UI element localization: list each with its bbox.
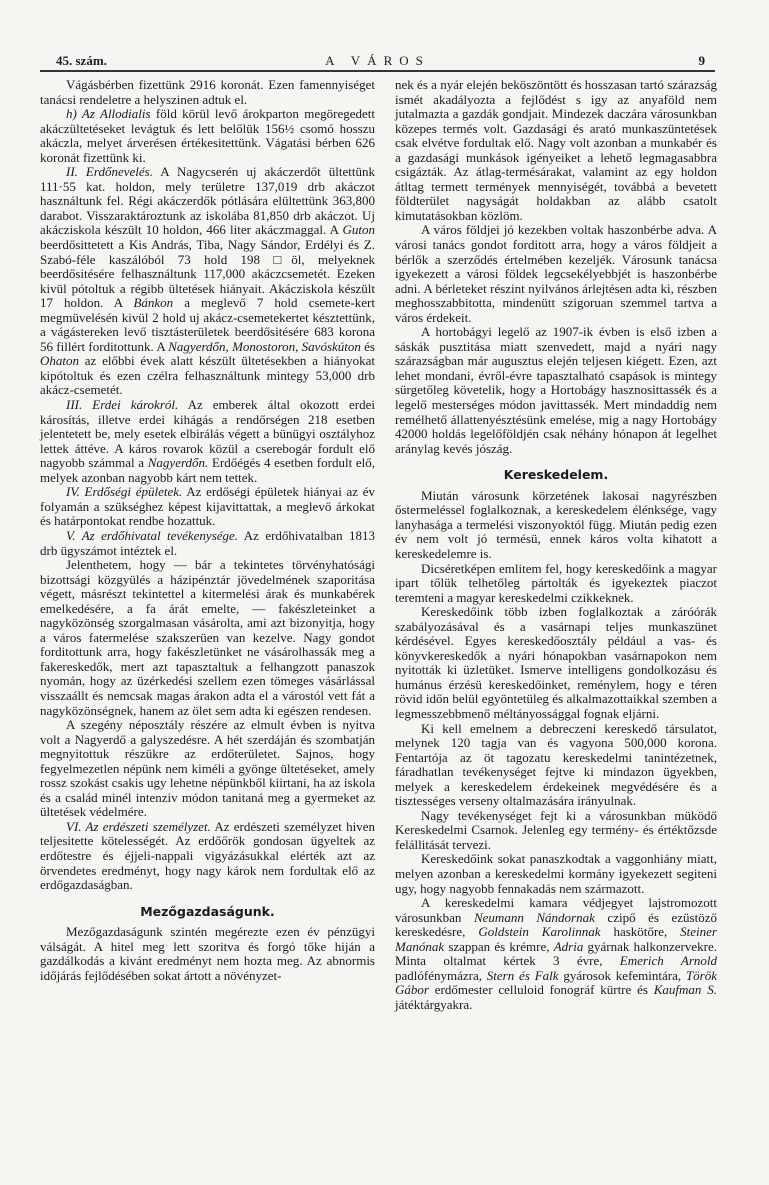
- paragraph: [40, 558, 375, 718]
- paragraph: [40, 107, 375, 165]
- paragraph: [395, 605, 717, 721]
- paragraph: [395, 852, 717, 896]
- text-run: Mezőgazdaságunk szintén megérezte ezen év pénzügyi válságát. A hitel meg lett szoritva és forgó tőke hiján a gazdálkodás a kivánt eredményt nem hozta meg. Az abnormis időjárás fejlődésében sokat ártott a növényzet-: [40, 924, 375, 983]
- paragraph: [40, 718, 375, 820]
- text-run: erdőmester celluloid fonográf kürtre és: [428, 982, 654, 998]
- italic-text: Steiner Manónak: [395, 924, 717, 954]
- text-run: A Nagycserén uj akáczerdőt ültettünk 111·55 kat. holdon, mely területre 137,019 drb akáczot használtunk fel. Régi akáczerdők pótlására elültettünk 363,800 darabot. Visszaraktároztunk az iskolába 81,850 drb akáczot. Uj akácziskola készült 10 holdon, 466 liter akáczmaggal. A: [40, 164, 375, 238]
- text-run: Jelenthetem, hogy — bár a tekintetes törvényhatósági bizottsági közgyülés a házipénztár jövedelmének szaporitása végett, másrészt tekintettel a kitermelési árak és munkabérek emelkedésére, a fa árát emelte, — fakészleteinket a nagyközönség szorgalmasan vásárolta, ami azt bizonyitja, hogy a város fatermelése szakszerüen van kezelve. Nagy gondot forditottunk arra, hogy fakészletünket ne vásárolhassák meg a fakereskedők, mert azt tapasztaltuk a felhangzott panaszok nyomán, hogy az üzérkedési szellem ezen tömeges vásárlással visszaállt és nemcsak magas árakon adta el a várostól vett fát a nagyközönségnek, hanem az ölet sem adta ki egészen rendesen.: [40, 557, 375, 718]
- italic-text: III. Erdei károkról.: [66, 397, 179, 413]
- newspaper-title: A VÁROS: [325, 53, 430, 68]
- text-run: Kereskedőink sokat panaszkodtak a vaggonhiány miatt, melyen azonban a kereskedelmi kormány igyekezett segiteni ugy, hogy nagyobb fennakadás nem származott.: [395, 851, 717, 896]
- paragraph: [40, 398, 375, 485]
- italic-text: Nagyerdőn.: [147, 455, 209, 471]
- text-run: Kereskedelem.: [503, 467, 609, 483]
- left-column: [40, 78, 375, 983]
- text-run: az előbbi évek alatt készült ültetésekben a hiányokat kipótoltuk és ezen czélra felhasználtunk mintegy 53,000 drb akácz-csemetét.: [40, 353, 375, 398]
- italic-text: Ohaton: [40, 353, 79, 369]
- section-heading: [40, 905, 375, 920]
- paragraph: [395, 78, 717, 223]
- italic-text: V. Az erdőhivatal tevékenysége.: [66, 527, 239, 543]
- paragraph: [395, 223, 717, 325]
- text-run: Nagy tevékenységet fejt ki a városunkban müködő Kereskedelmi Csarnok. Jelenleg egy termény- és értéktőzsde felállitását tervezi.: [395, 807, 717, 852]
- text-run: nek és a nyár elején beköszöntött és hosszasan tartó szárazság ismét akadályozta a fejlődést s igy az anyaföld nem jutalmazta a gazdák gondjait. Mindezek daczára városunkban közepes termés volt. Gazdasági és arató munkaszüntetések csak elvétve fordultak elő. Nagy volt azonban a munkabér és a gazdasági munkások igényeiket a lehető legmagasabbra csigázták. Az átlag-termésárakat, valamint az egy holdon átltag termett termények mennyiségét, továbbá a bevetett földterület nagyságát holdakban az alább csatolt kimutatásokban közlöm.: [395, 77, 717, 223]
- text-run: Az emberek által okozott erdei károsítás, illetve erdei kihágás a rendőrségen 218 esetben jelentetett be, mely esetek elbirálás végett a bünügyi osztályhoz lettek áttéve. A káros rovarok közül a cserebogár fordult elő nagyobb számmal a: [40, 397, 375, 471]
- text-run: A hortobágyi legelő az 1907-ik évben is első izben a sáskák pusztitása miatt szenvedett, majd a nyári nagy szárazságban már augusztus elején teljesen kiégett. Ezen, azt lehet mondani, évről-évre tapasztalható csapások is mintegy sürgetőleg követelik, hogy a Hortobágy hasznosittassék és a legelő mesterséges módon javittassék. Mert mindaddig nem remélhető állattenyésztésünk emelése, mig a nagy Hortobágy 42000 holdás legelőföldjén csak néhány hónapon át legelhet aránylag kevés jószág.: [395, 324, 717, 456]
- italic-text: Guton: [342, 222, 375, 238]
- paragraph: [395, 325, 717, 456]
- text-run: A kereskedelmi kamara védjegyet lajstromozott városunkban: [395, 895, 717, 925]
- italic-text: II. Erdőnevelés.: [66, 164, 153, 180]
- paragraph: [395, 722, 717, 809]
- text-run: és: [360, 338, 375, 354]
- italic-text: h) Az Allodialis: [66, 106, 151, 122]
- italic-text: Emerich Arnold: [619, 953, 717, 969]
- text-run: szappan és krémre,: [444, 938, 554, 954]
- italic-text: Neumann Nándornak: [473, 909, 595, 925]
- paragraph: [395, 896, 717, 1012]
- text-run: gyárosok kefemintára,: [558, 967, 686, 983]
- text-run: Dicséretképen emlitem fel, hogy kereskedőink a magyar ipart tőlük telhetőleg pártolták és igyekeztek piaczot teremteni a magyar kereskedelmi czikkeknek.: [395, 560, 717, 605]
- text-run: Az erdészeti személyzet hiven teljesitette kötelességét. Az erdőőrök gondosan ügyeltek az erdőtestre és éjjeli-nappali vigyázásukkal elérték azt az örvendetes eredményt, hogy nagy károk nem fordultak elő az erdőgazdaságban.: [40, 818, 375, 893]
- section-heading: [395, 468, 717, 483]
- italic-text: Goldstein Karolinnak: [478, 924, 601, 940]
- paragraph: [40, 529, 375, 558]
- right-column: [395, 78, 717, 1012]
- text-run: Az erdőségi épületek hiányai az év folyamán a szükséghez képest kijavittattak, a meglevő árkokat és határpontokat rendbe hozattuk.: [40, 484, 375, 529]
- text-run: Vágásbérben fizettünk 2916 koronát. Ezen famennyiséget tanácsi rendeletre a helyszinen adtuk el.: [40, 77, 375, 107]
- italic-text: VI. Az erdészeti személyzet.: [66, 818, 211, 834]
- text-run: A szegény néposztály részére az elmult évben is nyitva volt a Nagyerdő a galyszedésre. A hét szerdáján és szombatján megnyitottuk részükre az erdőterületet. Sajnos, hogy fegyelmezetlen népünk nem kiméli a gyönge ültetéseket, amely rossz szokást csakis ugy lehetne népünkből kiirtani, ha az iskola és a család minél intenziv módon tanitaná meg a gyermeket az ültetések védelmére.: [40, 717, 375, 820]
- paragraph: [40, 78, 375, 107]
- italic-text: Török Gábor: [395, 967, 717, 998]
- text-run: Miután városunk körzetének lakosai nagyrészben őstermeléssel foglalkoznak, a kereskedelem élénksége, vagy lanyhasága a termelési viszonyoktól függ. Miután pedig ezen év nem volt jó termésü, ennek káros volta kihatott a kereskedelemre is.: [395, 487, 717, 561]
- text-run: föld körül levő árokparton megöregedett akáczültetéseket levágtuk és lett belőlük 156½ csomó hosszu akáczla, melyet árverésen értékesitettünk. Vágatási bérben 626 koronát fizettünk ki.: [40, 106, 375, 165]
- text-run: Kereskedőink több izben foglalkoztak a záróórák szabályozásával és a vasárnapi teljes munkaszünet kérdésével. Egyes kereskedőosztály például a vas- és könyvkereskedők a nyári hónapokban vasárnapokon nem nyitották ki üzletüket. Ismerve intelligens gondolkozásu és humánus érzésü kereskedőinket, reménylem, hogy e téren rövid időn belül egyöntetüleg és alkalmazottaikkal szemben a legmesszebbmenő méltányossággal fognak eljárni.: [395, 604, 717, 721]
- paragraph: [395, 562, 717, 606]
- page-number: 9: [698, 53, 705, 68]
- text-run: haskötőre,: [600, 924, 681, 940]
- italic-text: Kaufman S.: [653, 982, 717, 998]
- text-run: beerdősittetett a Kis András, Tiba, Nagy Sándor, Erdélyi és Z. Szabó-féle kaszálóból 73 hold 198 □öl, melyeknek beerdősitésére felhasználtunk 117,000 akáczcsemetét. Ezeken kivül pótoltuk a régibb ültetések hiányait. Akácziskola készült 17 holdon. A: [40, 237, 375, 311]
- text-run: Ki kell emelnem a debreczeni kereskedő társulatot, melynek 120 tagja van és vagyona 500,000 korona. Fentartója az öt tagozatu kereskedelmi tanintézetnek, fáradhatlan tevékenységet fejtve ki mindazon ügyekben, melyek a kereskedelem érdekeinek megvédésére és a tisztességes verseny oltalmazására irányulnak.: [395, 720, 717, 809]
- text-run: Mezőgazdaságunk.: [140, 903, 275, 919]
- paragraph: [40, 820, 375, 893]
- italic-text: Adria: [553, 938, 584, 954]
- italic-text: IV. Erdőségi épületek.: [66, 484, 183, 500]
- paragraph: [40, 165, 375, 398]
- text-run: Erdőégés 4 esetben fordult elő, melyek azonban nagyobb kárt nem tettek.: [40, 455, 375, 485]
- issue-number: 45. szám.: [56, 53, 107, 68]
- italic-text: Bánkon: [133, 295, 174, 311]
- italic-text: Nagyerdőn, Monostoron, Savóskúton: [168, 338, 361, 354]
- page-header: [40, 52, 715, 72]
- paragraph: [395, 809, 717, 853]
- paragraph: [40, 485, 375, 529]
- text-run: a meglevő 7 hold csemete-kert megmüvelésén kivül 2 hold uj akácz-csemetekertet késztettünk, a vágástereken levő tisztásterületek beerdősitésére 683 korona 56 fillért forditottunk. A: [40, 295, 375, 354]
- text-run: padlófénymázra,: [395, 967, 487, 983]
- text-run: A város földjei jó kezekben voltak haszonbérbe adva. A városi tanács gondot forditott arra, hogy a város földjeit a bérlők a szerződés értelmében kezeljék. Városunk tanácsa igyekezett a városi földek legcsekélyebbjét is haszonbérbe adni. A bérleteket részint nyilvános árlejtésen adta ki, részben meghosszabbitotta, mindenütt szigoruan szemmel tartva a város érdekeit.: [395, 222, 717, 325]
- text-run: gyárnak halkonzervekre. Minta oltalmat kértek 3 évre,: [395, 938, 717, 969]
- text-run: játéktárgyakra.: [395, 996, 473, 1012]
- text-run: czipő és ezüstöző kereskedésre,: [395, 909, 717, 940]
- paragraph: [40, 925, 375, 983]
- paragraph: [395, 489, 717, 562]
- text-run: Az erdőhivatalban 1813 drb ügyszámot intéztek el.: [40, 527, 375, 558]
- italic-text: Stern és Falk: [486, 967, 559, 983]
